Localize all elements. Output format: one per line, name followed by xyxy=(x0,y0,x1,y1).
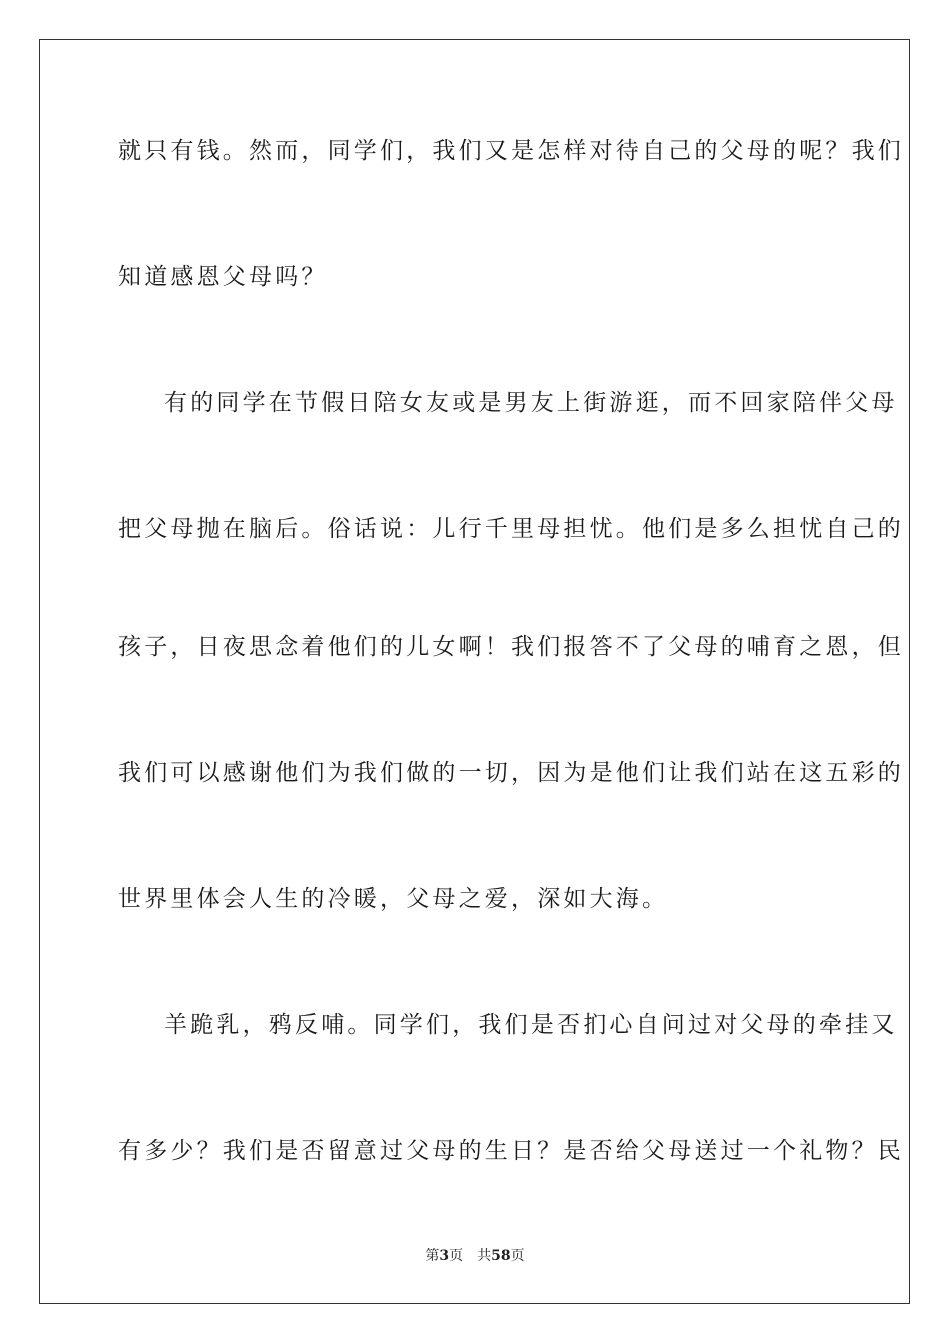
page-number: 3 xyxy=(439,1248,450,1264)
total-pages: 58 xyxy=(491,1248,511,1264)
text-line-2: 知道感恩父母吗？ xyxy=(118,264,328,290)
text-line-6: 我们可以感谢他们为我们做的一切，因为是他们让我们站在这五彩的 xyxy=(118,760,904,786)
text-line-5: 孩子，日夜思念着他们的儿女啊！我们报答不了父母的哺育之恩，但 xyxy=(118,634,904,660)
text-line-3: 有的同学在节假日陪女友或是男友上街游逛，而不回家陪伴父母 xyxy=(164,390,898,416)
text-line-8: 羊跪乳，鸦反哺。同学们，我们是否扪心自问过对父母的牵挂又 xyxy=(164,1012,898,1038)
page-footer xyxy=(0,1246,950,1266)
text-line-1: 就只有钱。然而，同学们，我们又是怎样对待自己的父母的呢？我们 xyxy=(118,138,904,164)
total-prefix: 共 xyxy=(477,1248,492,1264)
text-line-4: 把父母抛在脑后。俗话说：儿行千里母担忧。他们是多么担忧自己的 xyxy=(118,516,904,542)
text-line-9: 有多少？我们是否留意过父母的生日？是否给父母送过一个礼物？民 xyxy=(118,1138,904,1164)
page-border xyxy=(39,39,910,1304)
page-suffix: 页 xyxy=(449,1248,464,1264)
total-suffix: 页 xyxy=(510,1248,525,1264)
page-prefix: 第 xyxy=(425,1248,440,1264)
text-line-7: 世界里体会人生的冷暖，父母之爱，深如大海。 xyxy=(118,886,669,912)
